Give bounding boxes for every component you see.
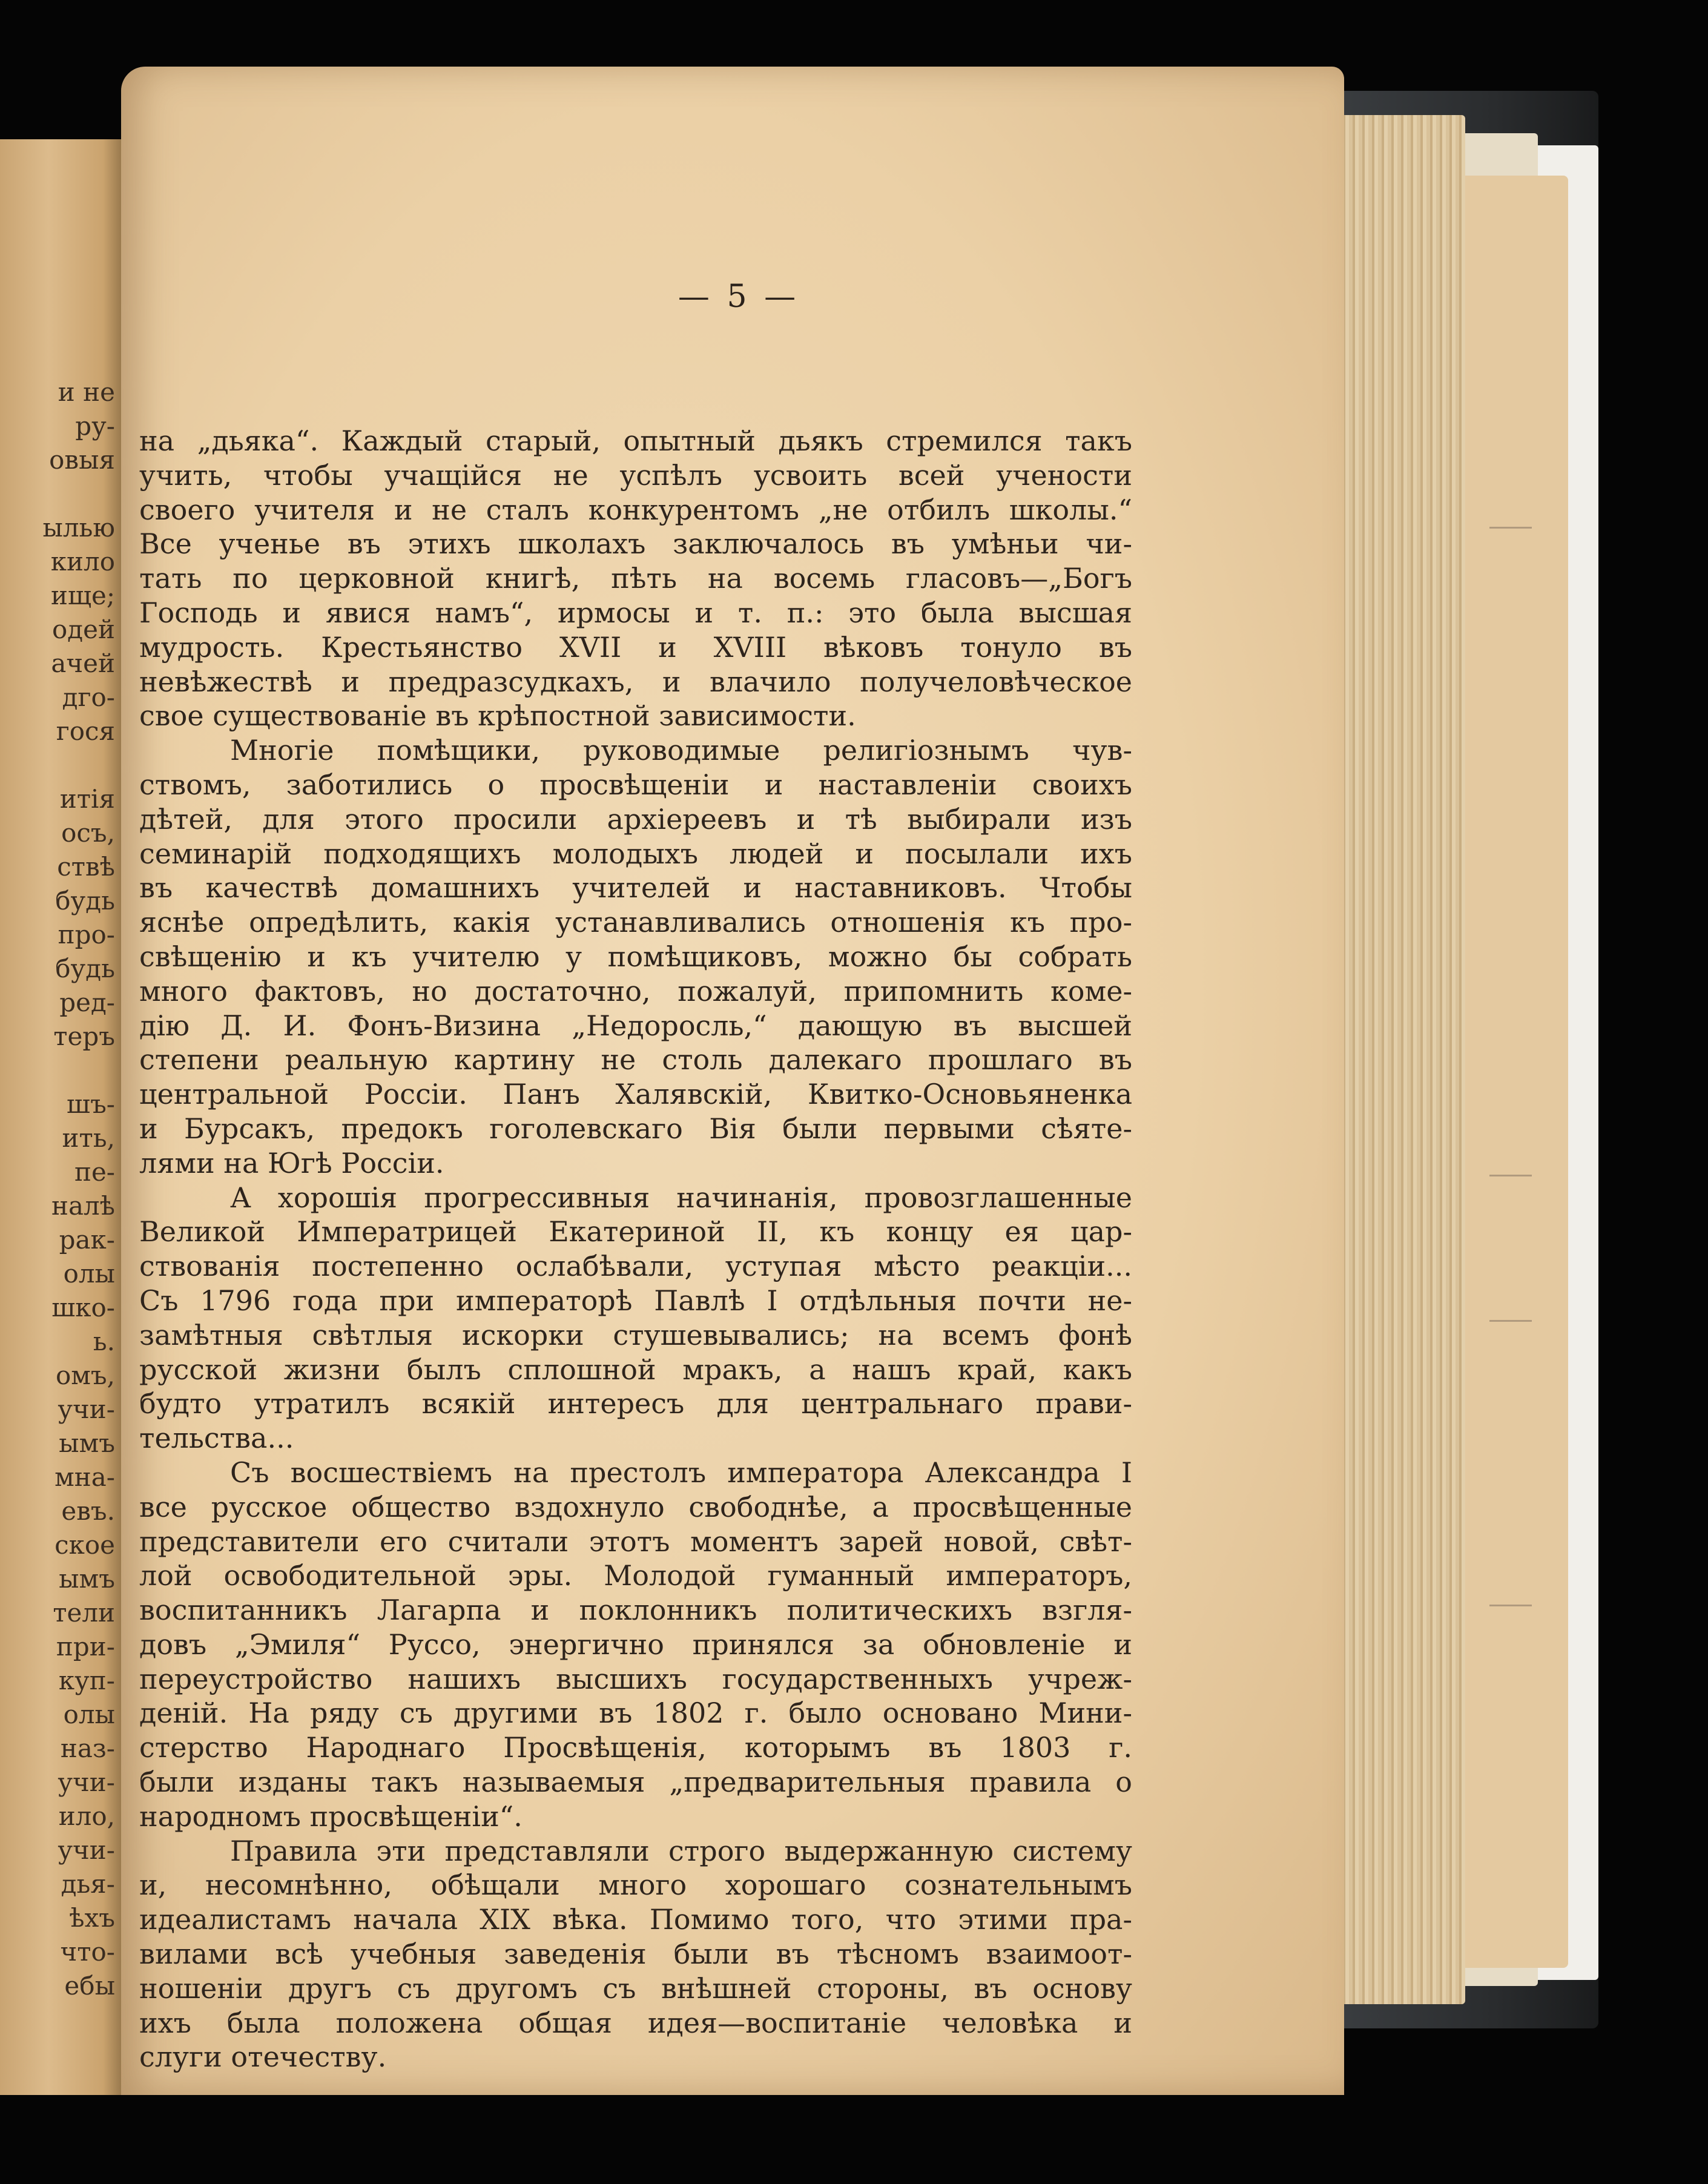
text-line: тельства... bbox=[139, 1422, 294, 1455]
text-line: Господь и явися намъ“, ирмосы и т. п.: это была высшая bbox=[139, 596, 1132, 629]
left-page-fragment: ище; bbox=[50, 581, 115, 610]
left-page-fragment: шъ- bbox=[67, 1089, 115, 1119]
left-page-fragment: наз- bbox=[60, 1734, 115, 1763]
text-line: въ качествѣ домашнихъ учителей и наставниковъ. Чтобы bbox=[139, 871, 1132, 905]
left-page-fragment: ру- bbox=[75, 411, 115, 441]
text-line: Съ 1796 года при императорѣ Павлѣ I отдѣльныя почти не- bbox=[139, 1284, 1132, 1317]
left-page-fragment: ымъ bbox=[59, 1428, 115, 1458]
left-page-fragment: ствѣ bbox=[57, 852, 115, 882]
text-line: лями на Югѣ Россіи. bbox=[139, 1146, 444, 1179]
left-page-fragment: ить, bbox=[62, 1123, 115, 1153]
text-line: довъ „Эмиля“ Руссо, энергично принялся за обновленіе и bbox=[139, 1628, 1132, 1661]
text-line: народномъ просвѣщеніи“. bbox=[139, 1800, 523, 1833]
text-line: идеалистамъ начала XIX вѣка. Помимо того, что этими пра- bbox=[139, 1903, 1132, 1936]
text-line: ствованія постепенно ослабѣвали, уступая мѣсто реакціи... bbox=[139, 1250, 1132, 1283]
text-line: Великой Императрицей Екатериной II, къ концу ея цар- bbox=[139, 1215, 1132, 1249]
text-line: А хорошія прогрессивныя начинанія, провозглашенные bbox=[230, 1181, 1132, 1214]
left-page-fragment: теръ bbox=[53, 1021, 115, 1051]
left-page-fragment: ылью bbox=[42, 513, 115, 543]
text-line: Многіе помѣщики, руководимые религіознымъ чув- bbox=[230, 734, 1132, 767]
left-page-fragment: дго- bbox=[62, 682, 115, 712]
left-page-fragment: одей bbox=[52, 615, 115, 644]
text-line: будто утратилъ всякій интересъ для центральнаго прави- bbox=[139, 1387, 1132, 1420]
left-page-fragment: куп- bbox=[58, 1666, 115, 1695]
left-page-fragment: овыя bbox=[49, 445, 115, 475]
text-line: лой освободительной эры. Молодой гуманный императоръ, bbox=[139, 1559, 1132, 1592]
left-page-fragment: что- bbox=[60, 1937, 115, 1967]
page-number: — 5 — bbox=[678, 279, 800, 315]
text-line: ствомъ, заботились о просвѣщеніи и наставленіи своихъ bbox=[139, 768, 1132, 801]
text-line: тать по церковной книгѣ, пѣть на восемь гласовъ—„Богъ bbox=[139, 562, 1132, 595]
text-line: переустройство нашихъ высшихъ государственныхъ учреж- bbox=[139, 1662, 1132, 1695]
left-page-fragment: ымъ bbox=[59, 1564, 115, 1594]
text-line: Правила эти представляли строго выдержанную систему bbox=[230, 1834, 1132, 1867]
text-line: деній. На ряду съ другими въ 1802 г. было основано Мини- bbox=[139, 1697, 1132, 1730]
left-page-fragment: ило, bbox=[58, 1801, 115, 1831]
left-page-fragment: и не bbox=[58, 377, 115, 407]
left-page-fragment: ред- bbox=[59, 988, 115, 1017]
left-page-fragment: дья- bbox=[61, 1869, 115, 1899]
text-line: вилами всѣ учебныя заведенія были въ тѣсномъ взаимоот- bbox=[139, 1938, 1132, 1971]
left-page-fragment: олы bbox=[63, 1700, 115, 1729]
text-line: центральной Россіи. Панъ Халявскій, Квитко-Основьяненка bbox=[139, 1078, 1132, 1111]
left-page-fragment: осъ, bbox=[61, 818, 115, 848]
left-page-fragment: налѣ bbox=[51, 1191, 115, 1221]
text-line: Съ восшествіемъ на престолъ императора Александра I bbox=[230, 1456, 1132, 1489]
left-page-fragment: ачей bbox=[51, 648, 115, 678]
left-page-fragment: ское bbox=[54, 1530, 115, 1560]
left-page-fragment: рак- bbox=[59, 1225, 115, 1255]
left-page-fragment: ебы bbox=[64, 1971, 115, 2001]
left-page-fragment: тели bbox=[53, 1598, 115, 1628]
text-line: невѣжествѣ и предразсудкахъ, и влачило получеловѣческое bbox=[139, 665, 1132, 698]
text-line: дѣтей, для этого просили архіереевъ и тѣ выбирали изъ bbox=[139, 802, 1132, 836]
left-page-fragment: при- bbox=[56, 1632, 115, 1661]
left-page-fragment: омъ, bbox=[55, 1361, 115, 1390]
body-text bbox=[139, 424, 1132, 2074]
left-page-fragment: учи- bbox=[58, 1767, 115, 1797]
text-line: учить, чтобы учащійся не успѣлъ усвоить всей учености bbox=[139, 458, 1132, 492]
left-page-fragment: про- bbox=[58, 920, 115, 949]
text-line: много фактовъ, но достаточно, пожалуй, припомнить коме- bbox=[139, 974, 1132, 1008]
text-line: и, несомнѣнно, обѣщали много хорошаго сознательнымъ bbox=[139, 1869, 1132, 1902]
text-line: на „дьяка“. Каждый старый, опытный дьякъ стремился такъ bbox=[139, 424, 1132, 457]
left-page-fragment: мна- bbox=[54, 1462, 115, 1492]
text-line: все русское общество вздохнуло свободнѣе, а просвѣщенные bbox=[139, 1490, 1132, 1523]
text-line: замѣтныя свѣтлыя искорки стушевывались; на всемъ фонѣ bbox=[139, 1318, 1132, 1351]
left-page-fragment: итія bbox=[59, 784, 115, 814]
text-line: своего учителя и не сталъ конкурентомъ „не отбилъ школы.“ bbox=[139, 493, 1132, 526]
text-line: ихъ была положена общая идея—воспитаніе человѣка и bbox=[139, 2006, 1132, 2039]
left-page-fragment: ѣхъ bbox=[69, 1903, 115, 1933]
text-line: степени реальную картину не столь далекаго прошлаго въ bbox=[139, 1043, 1132, 1077]
page bbox=[121, 67, 1344, 2095]
left-page-fragment: олы bbox=[63, 1259, 115, 1288]
text-line: Все ученье въ этихъ школахъ заключалось въ умѣньи чи- bbox=[139, 527, 1132, 561]
left-page-fragment: учи- bbox=[58, 1835, 115, 1865]
inner-page bbox=[1447, 176, 1568, 1968]
text-line: свѣщенію и къ учителю у помѣщиковъ, можно бы собрать bbox=[139, 940, 1132, 973]
text-line: мудрость. Крестьянство XVII и XVIII вѣковъ тонуло въ bbox=[139, 630, 1132, 664]
text-line: слуги отечеству. bbox=[139, 2040, 387, 2074]
text-line: стерство Народнаго Просвѣщенія, которымъ въ 1803 г. bbox=[139, 1731, 1132, 1764]
text-line: яснѣе опредѣлить, какія устанавливались отношенія къ про- bbox=[139, 906, 1132, 939]
text-line: представители его считали этотъ моментъ зарей новой, свѣт- bbox=[139, 1525, 1132, 1558]
left-page-fragment: будь bbox=[55, 954, 115, 983]
text-line: были изданы такъ называемыя „предварительныя правила о bbox=[139, 1766, 1132, 1799]
left-page bbox=[0, 139, 121, 2095]
left-page-fragment: кило bbox=[50, 547, 115, 576]
left-page-fragment: учи- bbox=[58, 1394, 115, 1424]
text-line: семинарій подходящихъ молодыхъ людей и посылали ихъ bbox=[139, 837, 1132, 870]
left-page-fragment: гося bbox=[56, 716, 115, 746]
text-line: русской жизни былъ сплошной мракъ, а нашъ край, какъ bbox=[139, 1353, 1132, 1386]
left-page-fragment: будь bbox=[55, 886, 115, 915]
text-line: дію Д. И. Фонъ-Визина „Недоросль,“ дающую въ высшей bbox=[139, 1009, 1132, 1042]
text-line: воспитанникъ Лагарпа и поклонникъ политическихъ взгля- bbox=[139, 1594, 1132, 1627]
left-page-fragment: евъ. bbox=[61, 1496, 115, 1526]
left-page-fragment: пе- bbox=[74, 1157, 115, 1187]
left-page-fragment: шко- bbox=[51, 1293, 115, 1322]
text-line: свое существованіе въ крѣпостной зависимости. bbox=[139, 699, 856, 733]
left-page-fragment: ь. bbox=[93, 1327, 115, 1356]
text-line: ношеніи другъ съ другомъ съ внѣшней стороны, въ основу bbox=[139, 1971, 1132, 2005]
text-line: и Бурсакъ, предокъ гоголевскаго Вія были первыми сѣяте- bbox=[139, 1112, 1132, 1145]
